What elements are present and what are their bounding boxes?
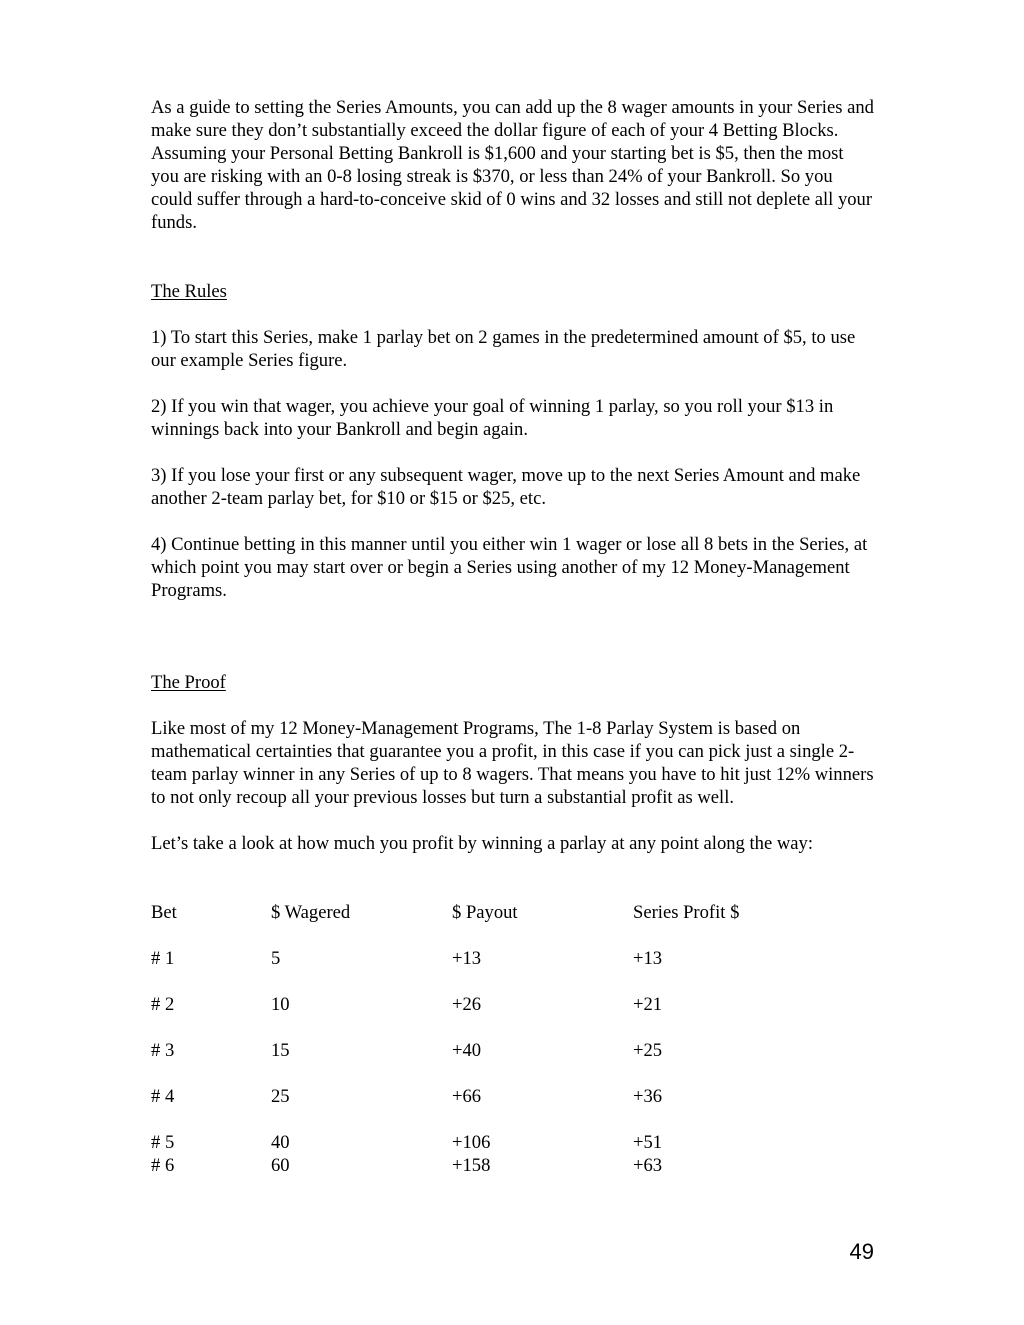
cell-wagered: 25 bbox=[271, 1086, 290, 1107]
cell-payout: +40 bbox=[452, 1040, 482, 1061]
cell-profit: +36 bbox=[633, 1086, 663, 1107]
cell-wagered: 60 bbox=[271, 1155, 290, 1176]
table-row bbox=[151, 1154, 873, 1177]
table-row bbox=[151, 1131, 873, 1154]
cell-bet: # 6 bbox=[151, 1155, 175, 1176]
table-row bbox=[151, 1039, 873, 1062]
cell-profit: +51 bbox=[633, 1132, 663, 1153]
rule-item-3: 3) If you lose your first or any subsequent wager, move up to the next Series Amount and make another 2-team parlay bet, for $10 or $15 or $25, etc. bbox=[151, 465, 861, 509]
intro-paragraph: As a guide to setting the Series Amounts, you can add up the 8 wager amounts in your Series and make sure they don’t substantially exceed the dollar figure of each of your 4 Betting Blocks. Assuming your Personal Betting Bankroll is $1,600 and your starting bet is $5, then the most you are risking with an 0-8 losing streak is $370, or less than 24% of your Bankroll. So you could suffer through a hard-to-conceive skid of 0 wins and 32 losses and still not deplete all your funds. bbox=[151, 97, 874, 233]
cell-bet: # 4 bbox=[151, 1086, 175, 1107]
rule-item-2: 2) If you win that wager, you achieve your goal of winning 1 parlay, so you roll your $13 in winnings back into your Bankroll and begin again. bbox=[151, 396, 834, 440]
page-number: 49 bbox=[849, 1239, 874, 1264]
cell-profit: +13 bbox=[633, 948, 663, 969]
cell-payout: +106 bbox=[452, 1132, 491, 1153]
proof-heading: The Proof bbox=[151, 672, 226, 693]
cell-wagered: 40 bbox=[271, 1132, 290, 1153]
rule-item-1: 1) To start this Series, make 1 parlay bet on 2 games in the predetermined amount of $5, to use our example Series figure. bbox=[151, 327, 856, 371]
header-wagered: $ Wagered bbox=[271, 902, 351, 923]
rule-item-4: 4) Continue betting in this manner until you either win 1 wager or lose all 8 bets in the Series, at which point you may start over or begin a Series using another of my 12 Money-Management Programs. bbox=[151, 534, 868, 601]
cell-payout: +66 bbox=[452, 1086, 482, 1107]
header-payout: $ Payout bbox=[452, 902, 518, 923]
cell-wagered: 15 bbox=[271, 1040, 290, 1061]
cell-payout: +158 bbox=[452, 1155, 491, 1176]
cell-bet: # 1 bbox=[151, 948, 175, 969]
proof-lead-in: Let’s take a look at how much you profit by winning a parlay at any point along the way: bbox=[151, 833, 813, 854]
table-row bbox=[151, 993, 873, 1016]
cell-profit: +21 bbox=[633, 994, 663, 1015]
header-series-profit: Series Profit $ bbox=[633, 902, 740, 923]
cell-profit: +63 bbox=[633, 1155, 663, 1176]
header-bet: Bet bbox=[151, 902, 177, 923]
proof-paragraph: Like most of my 12 Money-Management Programs, The 1-8 Parlay System is based on mathematical certainties that guarantee you a profit, in this case if you can pick just a single 2-team parlay winner in any Series of up to 8 wagers. That means you have to hit just 12% winners to not only recoup all your previous losses but turn a substantial profit as well. bbox=[151, 718, 874, 808]
table-row bbox=[151, 947, 873, 970]
profit-table bbox=[151, 901, 873, 1177]
cell-wagered: 5 bbox=[271, 948, 281, 969]
table-header-row bbox=[151, 901, 873, 924]
table-row bbox=[151, 1085, 873, 1108]
document-page bbox=[151, 96, 876, 1177]
cell-bet: # 3 bbox=[151, 1040, 175, 1061]
cell-payout: +13 bbox=[452, 948, 482, 969]
rules-heading: The Rules bbox=[151, 281, 227, 302]
cell-bet: # 2 bbox=[151, 994, 175, 1015]
cell-profit: +25 bbox=[633, 1040, 663, 1061]
cell-wagered: 10 bbox=[271, 994, 290, 1015]
cell-bet: # 5 bbox=[151, 1132, 175, 1153]
cell-payout: +26 bbox=[452, 994, 482, 1015]
